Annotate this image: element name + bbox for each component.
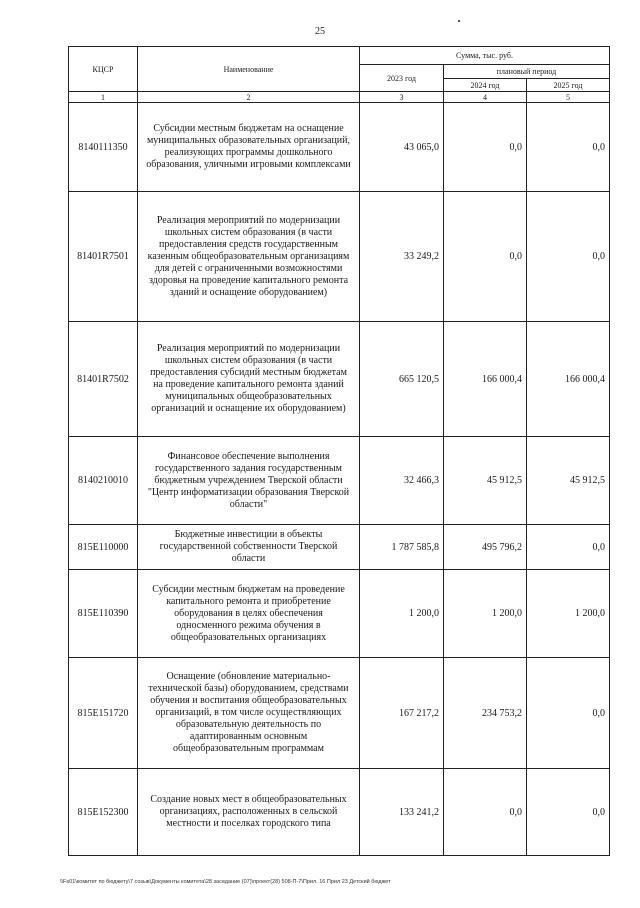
table-row — [69, 769, 610, 856]
row-value-2024: 0,0 — [444, 103, 527, 192]
table-row — [69, 525, 610, 570]
scan-speck — [458, 20, 460, 22]
row-value-2025: 45 912,5 — [527, 437, 610, 525]
row-name: Финансовое обеспечение выполнения государственного задания государственным бюджетным учреждением Тверской области "Центр информатизации образования Тверской области" — [138, 437, 360, 525]
column-number: 1 — [69, 92, 138, 103]
row-value-2025: 0,0 — [527, 103, 610, 192]
row-value-2023: 1 787 585,8 — [360, 525, 444, 570]
row-value-2023: 43 065,0 — [360, 103, 444, 192]
header-sum: Сумма, тыс. руб. — [360, 47, 610, 65]
header-plan-period: плановый период — [444, 65, 610, 79]
header-year-2024: 2024 год — [444, 79, 527, 92]
row-value-2025: 0,0 — [527, 769, 610, 856]
row-code: 8140111350 — [69, 103, 138, 192]
table-row — [69, 658, 610, 769]
column-number: 4 — [444, 92, 527, 103]
header-name: Наименование — [138, 47, 360, 92]
row-code: 81401R7501 — [69, 192, 138, 322]
header-code: КЦСР — [69, 47, 138, 92]
row-name: Реализация мероприятий по модернизации школьных систем образования (в части предоставления средств государственным казенным общеобразовательным организациям для детей с ограниченными возможностями здоровья на проведение капитального ремонта зданий и оснащение оборудованием) — [138, 192, 360, 322]
row-name: Реализация мероприятий по модернизации школьных систем образования (в части предоставления субсидий местным бюджетам на проведение капитального ремонта зданий муниципальных общеобразовательных организаций и оснащение их оборудованием) — [138, 322, 360, 437]
row-value-2025: 166 000,4 — [527, 322, 610, 437]
row-value-2025: 1 200,0 — [527, 570, 610, 658]
row-value-2023: 1 200,0 — [360, 570, 444, 658]
column-number: 2 — [138, 92, 360, 103]
header-year-2025: 2025 год — [527, 79, 610, 92]
row-code: 81401R7502 — [69, 322, 138, 437]
table-row — [69, 103, 610, 192]
row-value-2024: 0,0 — [444, 192, 527, 322]
table-row — [69, 570, 610, 658]
column-number: 3 — [360, 92, 444, 103]
row-code: 815E110390 — [69, 570, 138, 658]
row-name: Субсидии местным бюджетам на оснащение муниципальных образовательных организаций, реализующих программы дошкольного образования, уличными игровыми комплексами — [138, 103, 360, 192]
row-value-2024: 0,0 — [444, 769, 527, 856]
table-row — [69, 437, 610, 525]
row-code: 8140210010 — [69, 437, 138, 525]
row-value-2023: 167 217,2 — [360, 658, 444, 769]
budget-table — [68, 46, 610, 856]
table-row — [69, 192, 610, 322]
row-name: Бюджетные инвестиции в объекты государственной собственности Тверской области — [138, 525, 360, 570]
row-value-2024: 234 753,2 — [444, 658, 527, 769]
column-numbers-row — [69, 92, 610, 103]
footer-file-path: \\Fs01\комитет по бюджету\7 созыв\Документы комитета\28 заседание (07)\проект(28) 508-П-7\Прил. 16 Прил 23 Детский бюджет — [60, 879, 391, 885]
row-name: Создание новых мест в общеобразовательных организациях, расположенных в сельской местности и поселках городского типа — [138, 769, 360, 856]
row-value-2024: 495 796,2 — [444, 525, 527, 570]
row-code: 815E151720 — [69, 658, 138, 769]
row-value-2025: 0,0 — [527, 658, 610, 769]
row-value-2025: 0,0 — [527, 192, 610, 322]
column-number: 5 — [527, 92, 610, 103]
row-value-2023: 32 466,3 — [360, 437, 444, 525]
row-value-2023: 665 120,5 — [360, 322, 444, 437]
row-name: Оснащение (обновление материально-технической базы) оборудованием, средствами обучения и воспитания общеобразовательных организаций, в том числе осуществляющих образовательную деятельность по адаптированным основным общеобразовательным программам — [138, 658, 360, 769]
row-code: 815E152300 — [69, 769, 138, 856]
header-year-2023: 2023 год — [360, 65, 444, 92]
row-code: 815E110000 — [69, 525, 138, 570]
row-value-2023: 33 249,2 — [360, 192, 444, 322]
row-value-2024: 166 000,4 — [444, 322, 527, 437]
row-name: Субсидии местным бюджетам на проведение капитального ремонта и приобретение оборудования в целях обеспечения односменного режима обучения в общеобразовательных организациях — [138, 570, 360, 658]
row-value-2024: 1 200,0 — [444, 570, 527, 658]
row-value-2024: 45 912,5 — [444, 437, 527, 525]
row-value-2023: 133 241,2 — [360, 769, 444, 856]
page-number: 25 — [315, 26, 325, 37]
table-row — [69, 322, 610, 437]
row-value-2025: 0,0 — [527, 525, 610, 570]
